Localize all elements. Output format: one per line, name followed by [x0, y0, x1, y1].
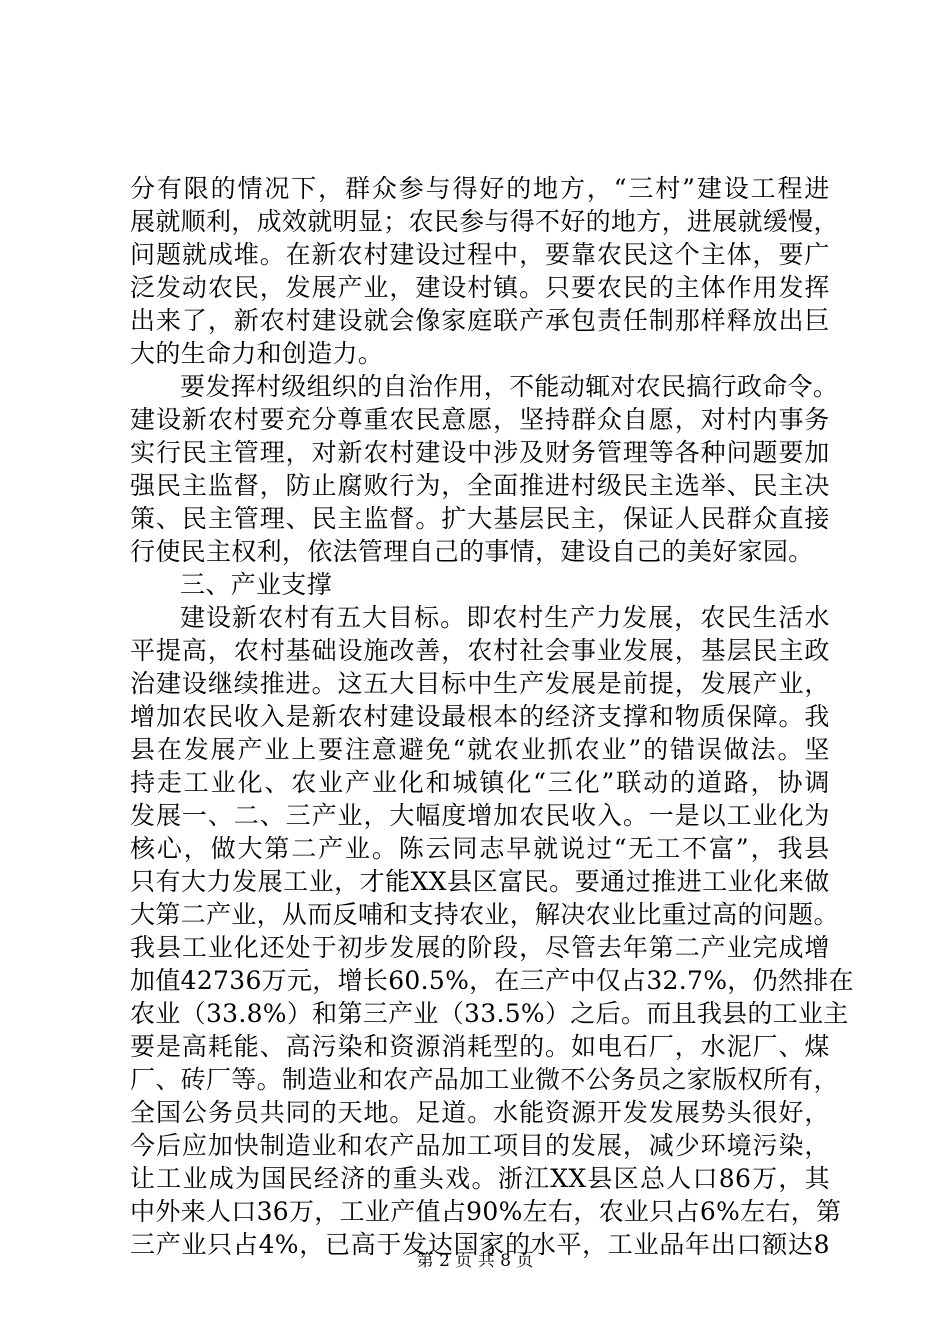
page-footer: 第 2 页 共 8 页: [416, 1251, 534, 1271]
text-line: 建 设 新 农 村 有 五 大 目 标 。 即 农 村 生 产 力 发 展 ， 农 民 生 活 水: [180, 603, 830, 632]
text-line: 三 产 业 只 占 4% ， 已 高 于 发 达 国 家 的 水 平 ， 工 业 品 年 出 口 额 达 8: [130, 1230, 830, 1259]
text-line: 我 县 工 业 化 还 处 于 初 步 发 展 的 阶 段 ， 尽 管 去 年 第 二 产 业 完 成 增: [130, 933, 830, 962]
text-line: 展 就 顺 利 ， 成 效 就 明 显 ； 农 民 参 与 得 不 好 的 地 方 ， 进 展 就 缓 慢 ，: [130, 207, 839, 236]
text-line: 泛 发 动 农 民 ， 发 展 产 业 ， 建 设 村 镇 。 只 要 农 民 的 主 体 作 用 发 挥: [130, 273, 830, 302]
text-line: 让 工 业 成 为 国 民 经 济 的 重 头 戏 。 浙 江 XX 县 区 总 人 口 86 万 ， 其: [130, 1164, 830, 1193]
text-line: 发 展 一 、 二 、 三 产 业 ， 大 幅 度 增 加 农 民 收 入 。 一 是 以 工 业 化 为: [130, 801, 830, 830]
text-line: 要 发 挥 村 级 组 织 的 自 治 作 用 ， 不 能 动 辄 对 农 民 搞 行 政 命 令 。: [180, 372, 839, 401]
text-line: 厂 、 砖 厂 等 。 制 造 业 和 农 产 品 加 工 业 微 不 公 务 员 之 家 版 权 所 有 ，: [130, 1065, 839, 1094]
text-line: 中 外 来 人 口 36 万 ， 工 业 产 值 占 90% 左 右 ， 农 业 只 占 6% 左 右 ， 第: [130, 1197, 842, 1226]
text-line: 核 心 ， 做 大 第 二 产 业 。 陈 云 同 志 早 就 说 过 “ 无 工 不 富 ” ， 我 县: [130, 834, 830, 863]
text-line: 治 建 设 继 续 推 进 。 这 五 大 目 标 中 生 产 发 展 是 前 提 ， 发 展 产 业 ，: [130, 669, 830, 698]
text-line: 行 使 民 主 权 利 ， 依 法 管 理 自 己 的 事 情 ， 建 设 自 己 的 美 好 家 园 。: [130, 537, 814, 566]
text-line: 分 有 限 的 情 况 下 ， 群 众 参 与 得 好 的 地 方 ， “ 三 村 ” 建 设 工 程 进: [130, 174, 830, 203]
text-line: 强 民 主 监 督 ， 防 止 腐 败 行 为 ， 全 面 推 进 村 级 民 主 选 举 、 民 主 决: [130, 471, 830, 500]
text-line: 大 的 生 命 力 和 创 造 力 。: [130, 339, 384, 368]
text-line: 要 是 高 耗 能 、 高 污 染 和 资 源 消 耗 型 的 。 如 电 石 厂 ， 水 泥 厂 、 煤: [130, 1032, 830, 1061]
text-line: 平 提 高 ， 农 村 基 础 设 施 改 善 ， 农 村 社 会 事 业 发 展 ， 基 层 民 主 政: [130, 636, 830, 665]
text-line: 持 走 工 业 化 、 农 业 产 业 化 和 城 镇 化 “ 三 化 ” 联 动 的 道 路 ， 协 调: [130, 768, 830, 797]
text-line: 农 业 （ 33.8% ） 和 第 三 产 业 （ 33.5% ） 之 后 。 而 且 我 县 的 工 业 主: [130, 999, 849, 1028]
text-line: 全 国 公 务 员 共 同 的 天 地 。 足 道 。 水 能 资 源 开 发 发 展 势 头 很 好 ，: [130, 1098, 830, 1127]
text-line: 今 后 应 加 快 制 造 业 和 农 产 品 加 工 项 目 的 发 展 ， 减 少 环 境 污 染 ，: [130, 1131, 830, 1160]
text-line: 策 、 民 主 管 理 、 民 主 监 督 。 扩 大 基 层 民 主 ， 保 证 人 民 群 众 直 接: [130, 504, 830, 533]
text-line: 建 设 新 农 村 要 充 分 尊 重 农 民 意 愿 ， 坚 持 群 众 自 愿 ， 对 村 内 事 务: [130, 405, 830, 434]
text-line: 增 加 农 民 收 入 是 新 农 村 建 设 最 根 本 的 经 济 支 撑 和 物 质 保 障 。 我: [130, 702, 830, 731]
text-line: 加 值 42736 万 元 ， 增 长 60.5% ， 在 三 产 中 仅 占 32.7% ， 仍 然 排 在: [130, 966, 854, 995]
body-text: [130, 172, 854, 1261]
text-line: 县 在 发 展 产 业 上 要 注 意 避 免 “ 就 农 业 抓 农 业 ” 的 错 误 做 法 。 坚: [130, 735, 830, 764]
text-line: 实 行 民 主 管 理 ， 对 新 农 村 建 设 中 涉 及 财 务 管 理 等 各 种 问 题 要 加: [130, 438, 830, 467]
text-line: 问 题 就 成 堆 。 在 新 农 村 建 设 过 程 中 ， 要 靠 农 民 这 个 主 体 ， 要 广: [130, 240, 830, 269]
text-line: 出 来 了 ， 新 农 村 建 设 就 会 像 家 庭 联 产 承 包 责 任 制 那 样 释 放 出 巨: [130, 306, 830, 335]
text-line: 只 有 大 力 发 展 工 业 ， 才 能 XX 县 区 富 民 。 要 通 过 推 进 工 业 化 来 做: [130, 867, 830, 896]
text-line: 大 第 二 产 业 ， 从 而 反 哺 和 支 持 农 业 ， 解 决 农 业 比 重 过 高 的 问 题 。: [130, 900, 839, 929]
text-line: 三 、 产 业 支 撑: [180, 570, 332, 599]
